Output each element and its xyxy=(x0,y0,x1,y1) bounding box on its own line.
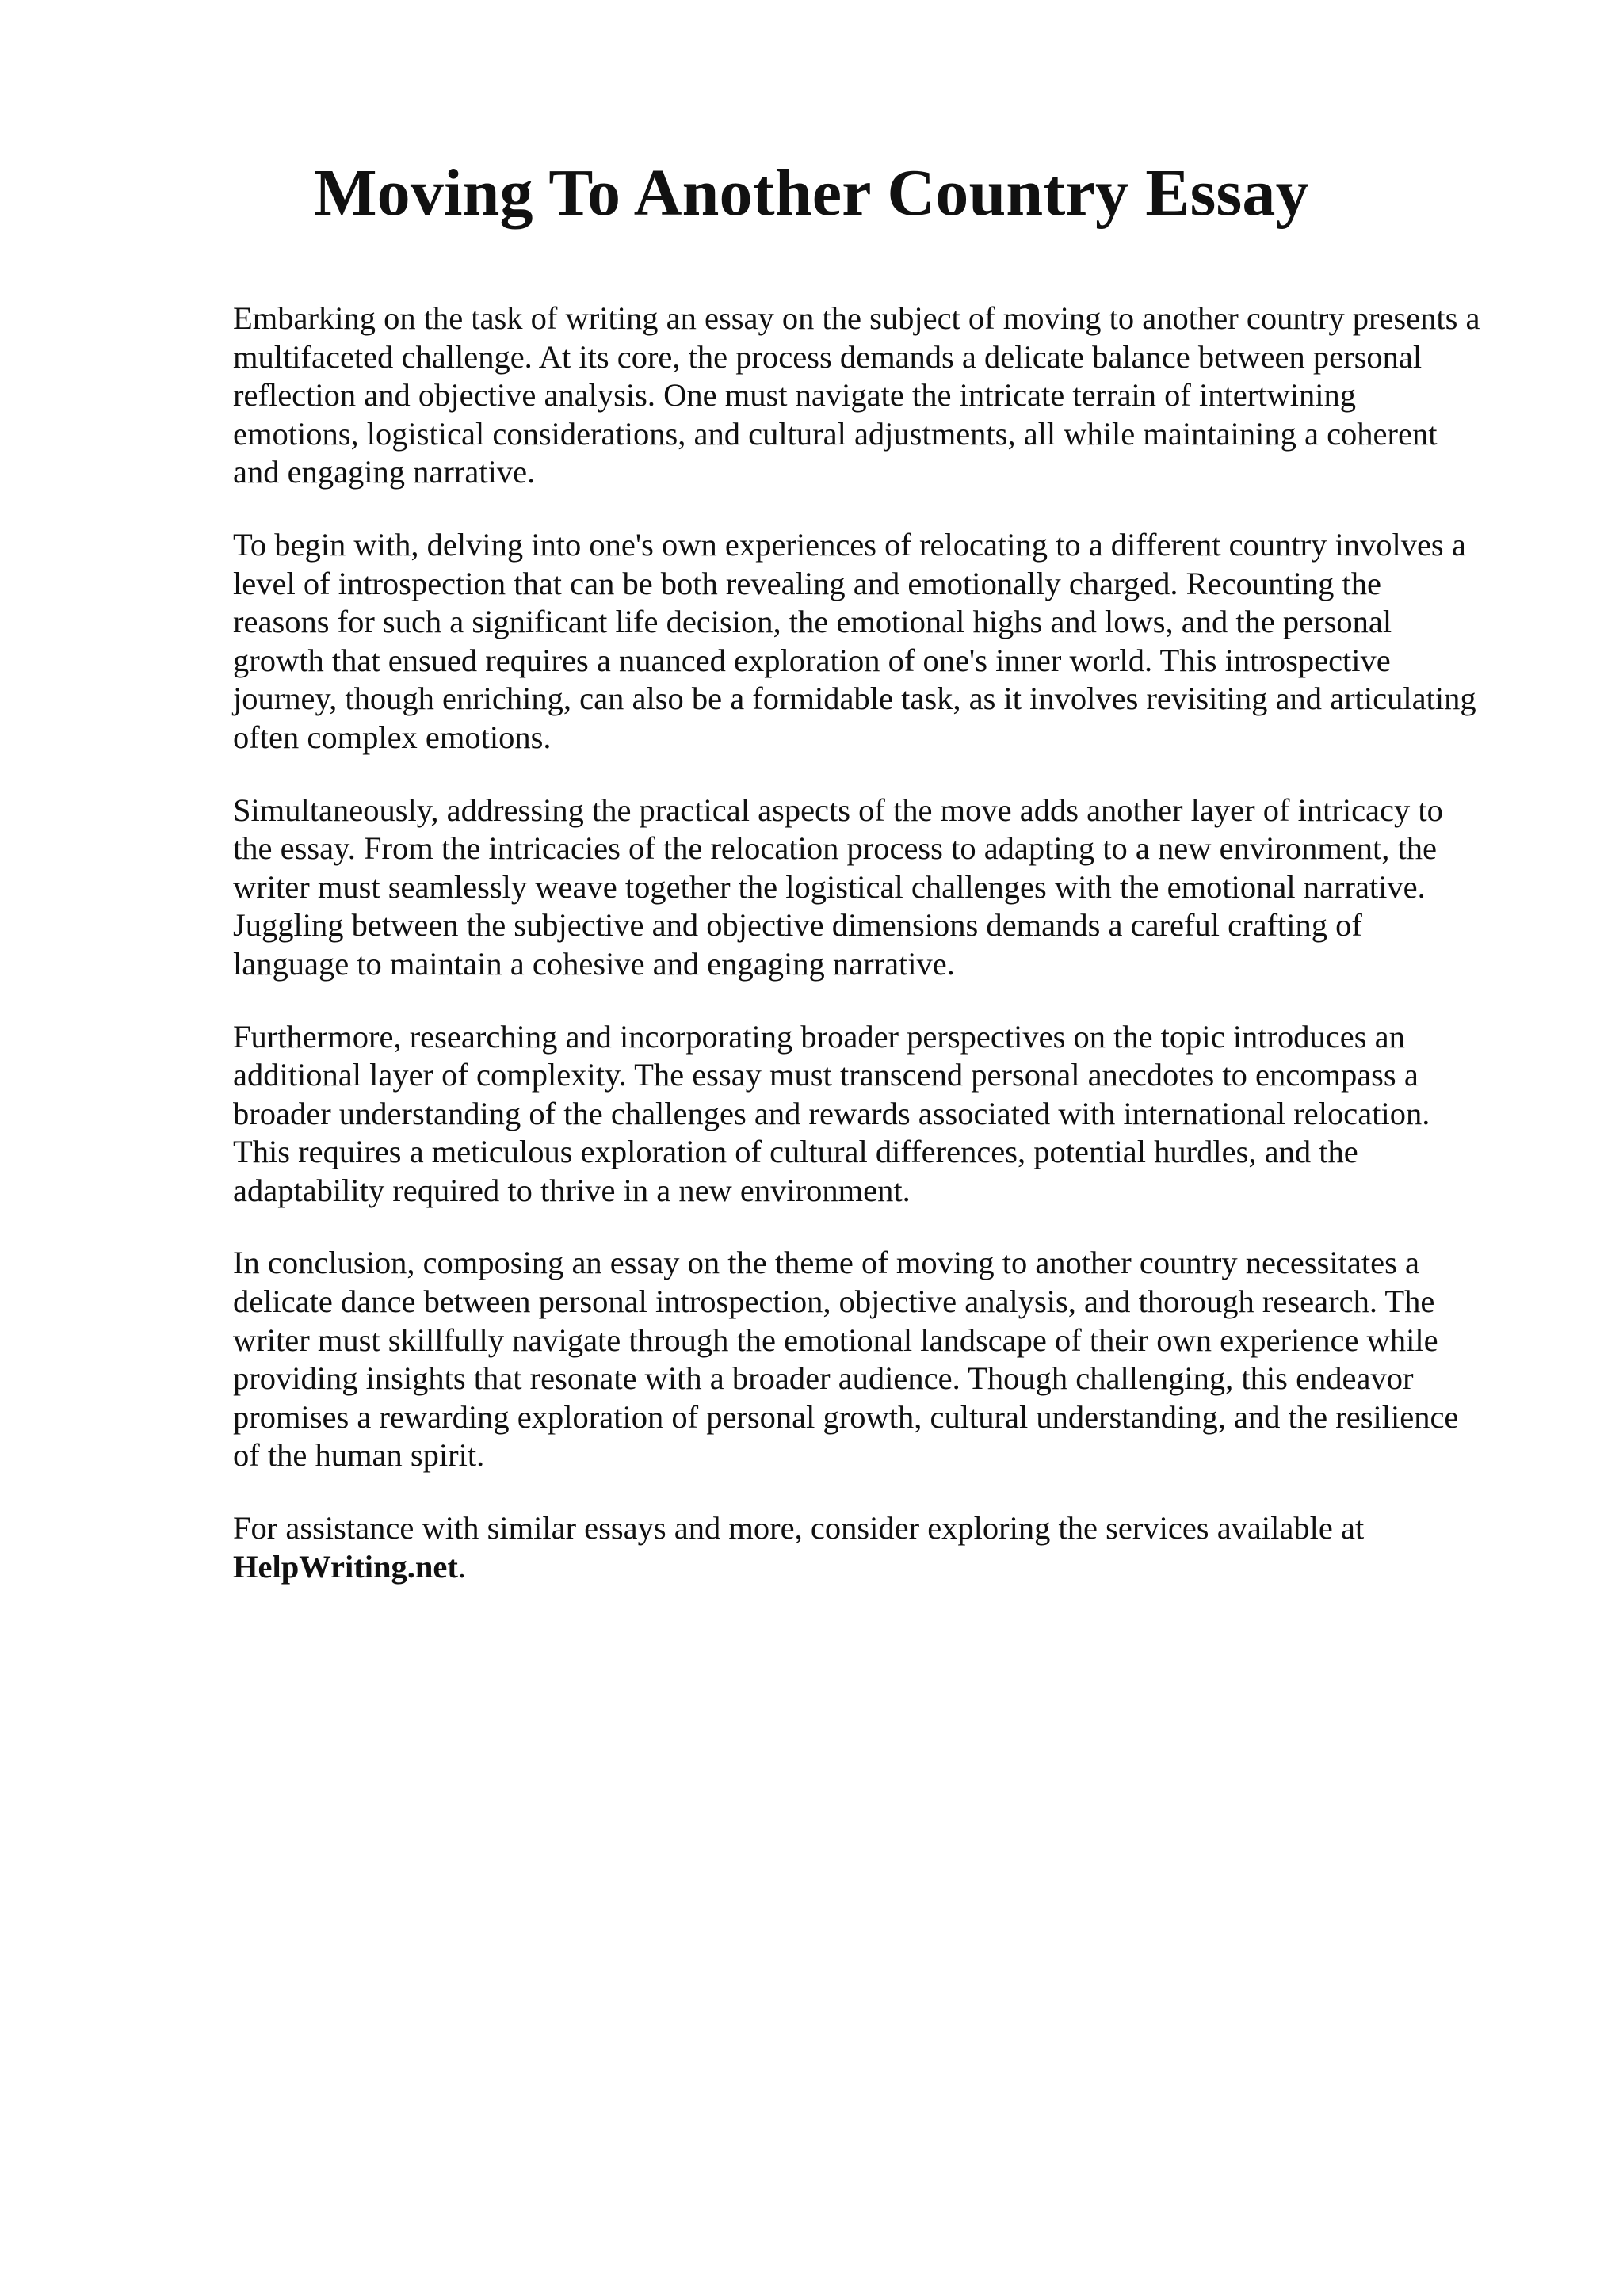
text-line: Furthermore, researching and incorporating broader perspectives on the topic introduces an xyxy=(233,1018,1405,1055)
text-line: Juggling between the subjective and objective dimensions demands a careful crafting of xyxy=(233,907,1362,944)
text-line: growth that ensued requires a nuanced exploration of one's inner world. This introspective xyxy=(233,642,1391,678)
text-line: Embarking on the task of writing an essay on the subject of moving to another country presents a xyxy=(233,300,1480,336)
text-line: often complex emotions. xyxy=(233,719,552,755)
text-line: To begin with, delving into one's own experiences of relocating to a different country involves a xyxy=(233,526,1466,563)
page-title: Moving To Another Country Essay xyxy=(314,156,1309,230)
text-line: of the human spirit. xyxy=(233,1437,485,1474)
text-line: delicate dance between personal introspection, objective analysis, and thorough research. The xyxy=(233,1283,1435,1320)
paragraph-closing xyxy=(233,1509,1517,1586)
text-line: emotions, logistical considerations, and cultural adjustments, all while maintaining a coherent xyxy=(233,415,1438,452)
text-line: the essay. From the intricacies of the relocation process to adapting to a new environment, the xyxy=(233,830,1438,867)
text-line: level of introspection that can be both revealing and emotionally charged. Recounting the xyxy=(233,565,1381,601)
closing-link-line xyxy=(233,1548,1517,1587)
helpwriting-link[interactable]: HelpWriting.net xyxy=(233,1548,458,1585)
closing-punctuation: . xyxy=(457,1548,467,1585)
text-line: reflection and objective analysis. One must navigate the intricate terrain of intertwining xyxy=(233,377,1357,414)
text-line: language to maintain a cohesive and engaging narrative. xyxy=(233,945,955,982)
text-line: In conclusion, composing an essay on the theme of moving to another country necessitates a xyxy=(233,1245,1419,1281)
text-line: multifaceted challenge. At its core, the process demands a delicate balance between personal xyxy=(233,338,1423,375)
text-line: writer must seamlessly weave together the logistical challenges with the emotional narrative. xyxy=(233,868,1426,905)
paragraph-practical-aspects xyxy=(233,791,1517,984)
paragraph-intro xyxy=(233,299,1517,492)
paragraph-conclusion xyxy=(233,1244,1517,1475)
text-line: promises a rewarding exploration of personal growth, cultural understanding, and the resilience xyxy=(233,1398,1459,1435)
text-line: adaptability required to thrive in a new environment. xyxy=(233,1172,911,1208)
text-line: For assistance with similar essays and more, consider exploring the services available at xyxy=(233,1510,1365,1547)
text-line: journey, though enriching, can also be a formidable task, as it involves revisiting and articulating xyxy=(233,681,1476,717)
paragraph-broader-perspectives xyxy=(233,1018,1517,1211)
text-line: broader understanding of the challenges and rewards associated with international relocation. xyxy=(233,1095,1430,1131)
text-line: and engaging narrative. xyxy=(233,454,536,490)
paragraph-personal-experience xyxy=(233,526,1517,757)
text-line: providing insights that resonate with a broader audience. Though challenging, this endeavor xyxy=(233,1360,1414,1397)
essay-body xyxy=(233,299,1517,1620)
text-line: writer must skillfully navigate through the emotional landscape of their own experience while xyxy=(233,1322,1438,1358)
text-line: Simultaneously, addressing the practical aspects of the move adds another layer of intricacy to xyxy=(233,791,1443,828)
text-line: This requires a meticulous exploration of cultural differences, potential hurdles, and the xyxy=(233,1134,1358,1170)
text-line: additional layer of complexity. The essay must transcend personal anecdotes to encompass a xyxy=(233,1057,1419,1093)
text-line: reasons for such a significant life decision, the emotional highs and lows, and the personal xyxy=(233,604,1392,640)
